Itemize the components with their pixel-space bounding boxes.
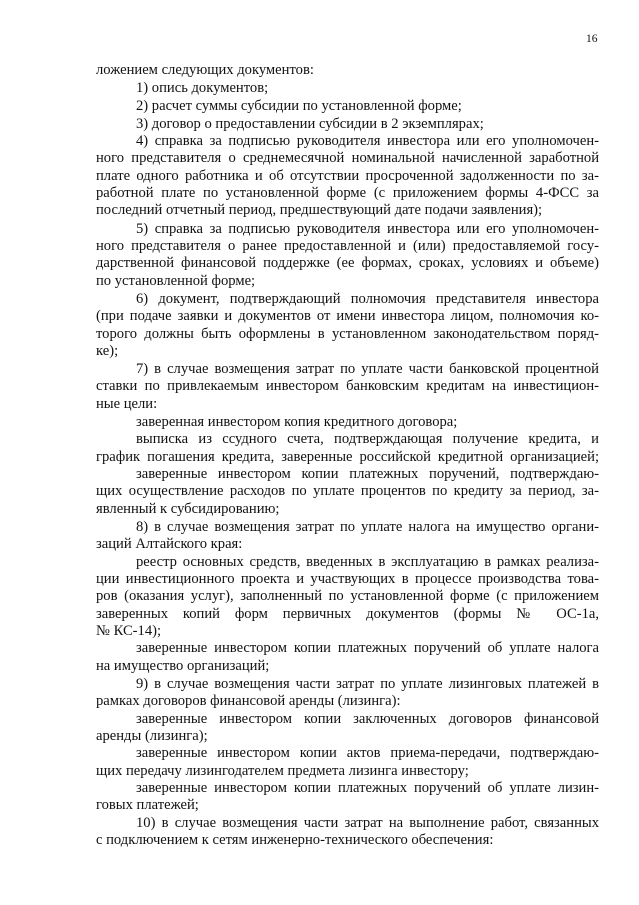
text-line: 1) опись документов; <box>136 81 269 96</box>
page-number: 16 <box>586 33 598 45</box>
text-line: график погашения кредита, заверенные российской кредитной организацией; <box>96 450 599 465</box>
text-line: заверенные инвестором копии платежных поручений об уплате лизин- <box>136 781 599 796</box>
text-line: заверенные инвестором копии заключенных договоров финансовой <box>136 712 599 727</box>
text-line: ке); <box>96 344 119 359</box>
text-line: реестр основных средств, введенных в эксплуатацию в рамках реализа- <box>136 555 599 570</box>
text-line: 4) справка за подписью руководителя инвестора или его уполномочен- <box>136 134 599 149</box>
text-line: говых платежей; <box>96 798 199 813</box>
text-line: 2) расчет суммы субсидии по установленной форме; <box>136 99 462 114</box>
text-line: ложением следующих документов: <box>96 63 314 78</box>
text-line: выписка из ссудного счета, подтверждающая получение кредита, и <box>136 432 599 447</box>
text-line: 9) в случае возмещения части затрат по уплате лизинговых платежей в <box>136 677 599 692</box>
text-line: 5) справка за подписью руководителя инвестора или его уполномочен- <box>136 222 599 237</box>
text-line: явленный к субсидированию; <box>96 502 280 517</box>
text-line: заверенные инвестором копии платежных поручений об уплате налога <box>136 641 599 656</box>
text-line: ров (оказания услуг), заполненный по установленной форме (с приложением <box>96 589 599 604</box>
text-line: заверенных копий форм первичных документов (формы № ОС-1а, <box>96 607 599 622</box>
text-line: дарственной финансовой поддержке (ее формах, сроках, условиях и объеме) <box>96 256 599 271</box>
text-line: рамках договоров финансовой аренды (лизинга): <box>96 694 401 709</box>
text-line: 7) в случае возмещения затрат по уплате части банковской процентной <box>136 362 599 377</box>
text-line: № КС-14); <box>96 624 162 639</box>
text-line: ные цели: <box>96 397 158 412</box>
text-line: заверенные инвестором копии актов приема-передачи, подтверждаю- <box>136 746 599 761</box>
text-line: 10) в случае возмещения части затрат на выполнение работ, связанных <box>136 816 599 831</box>
text-line: ции инвестиционного проекта и участвующих в процессе производства това- <box>96 572 599 587</box>
text-line: торого должны быть оформлены в установленном законодательством поряд- <box>96 327 599 342</box>
text-line: на имущество организаций; <box>96 659 270 674</box>
text-line: плате одного работника и об отсутствии просроченной задолженности по за- <box>96 169 599 184</box>
text-line: заверенные инвестором копии платежных поручений, подтверждаю- <box>136 467 599 482</box>
text-line: ставки по привлекаемым инвестором банковским кредитам на инвестицион- <box>96 379 599 394</box>
text-line: с подключением к сетям инженерно-технического обеспечения: <box>96 833 494 848</box>
text-line: щих осуществление расходов по уплате процентов по кредиту за период, за- <box>96 484 599 499</box>
text-line: по установленной форме; <box>96 274 256 289</box>
text-line: 3) договор о предоставлении субсидии в 2 экземплярах; <box>136 117 484 132</box>
text-line: последний отчетный период, предшествующий дате подачи заявления); <box>96 203 543 218</box>
text-line: щих передачу лизингодателем предмета лизинга инвестору; <box>96 764 469 779</box>
text-line: аренды (лизинга); <box>96 729 208 744</box>
text-line: ного представителя о среднемесячной номинальной начисленной заработной <box>96 151 599 166</box>
text-line: (при подаче заявки и документов от имени инвестора лицом, полномочия ко- <box>96 309 599 324</box>
text-line: 6) документ, подтверждающий полномочия представителя инвестора <box>136 292 599 307</box>
text-line: работной плате по установленной форме (с приложением формы 4-ФСС за <box>96 186 599 201</box>
text-line: ного представителя о ранее предоставленной и (или) предоставляемой госу- <box>96 239 599 254</box>
text-line: 8) в случае возмещения затрат по уплате налога на имущество органи- <box>136 520 599 535</box>
text-line: заций Алтайского края: <box>96 537 243 552</box>
text-line: заверенная инвестором копия кредитного договора; <box>136 415 458 430</box>
